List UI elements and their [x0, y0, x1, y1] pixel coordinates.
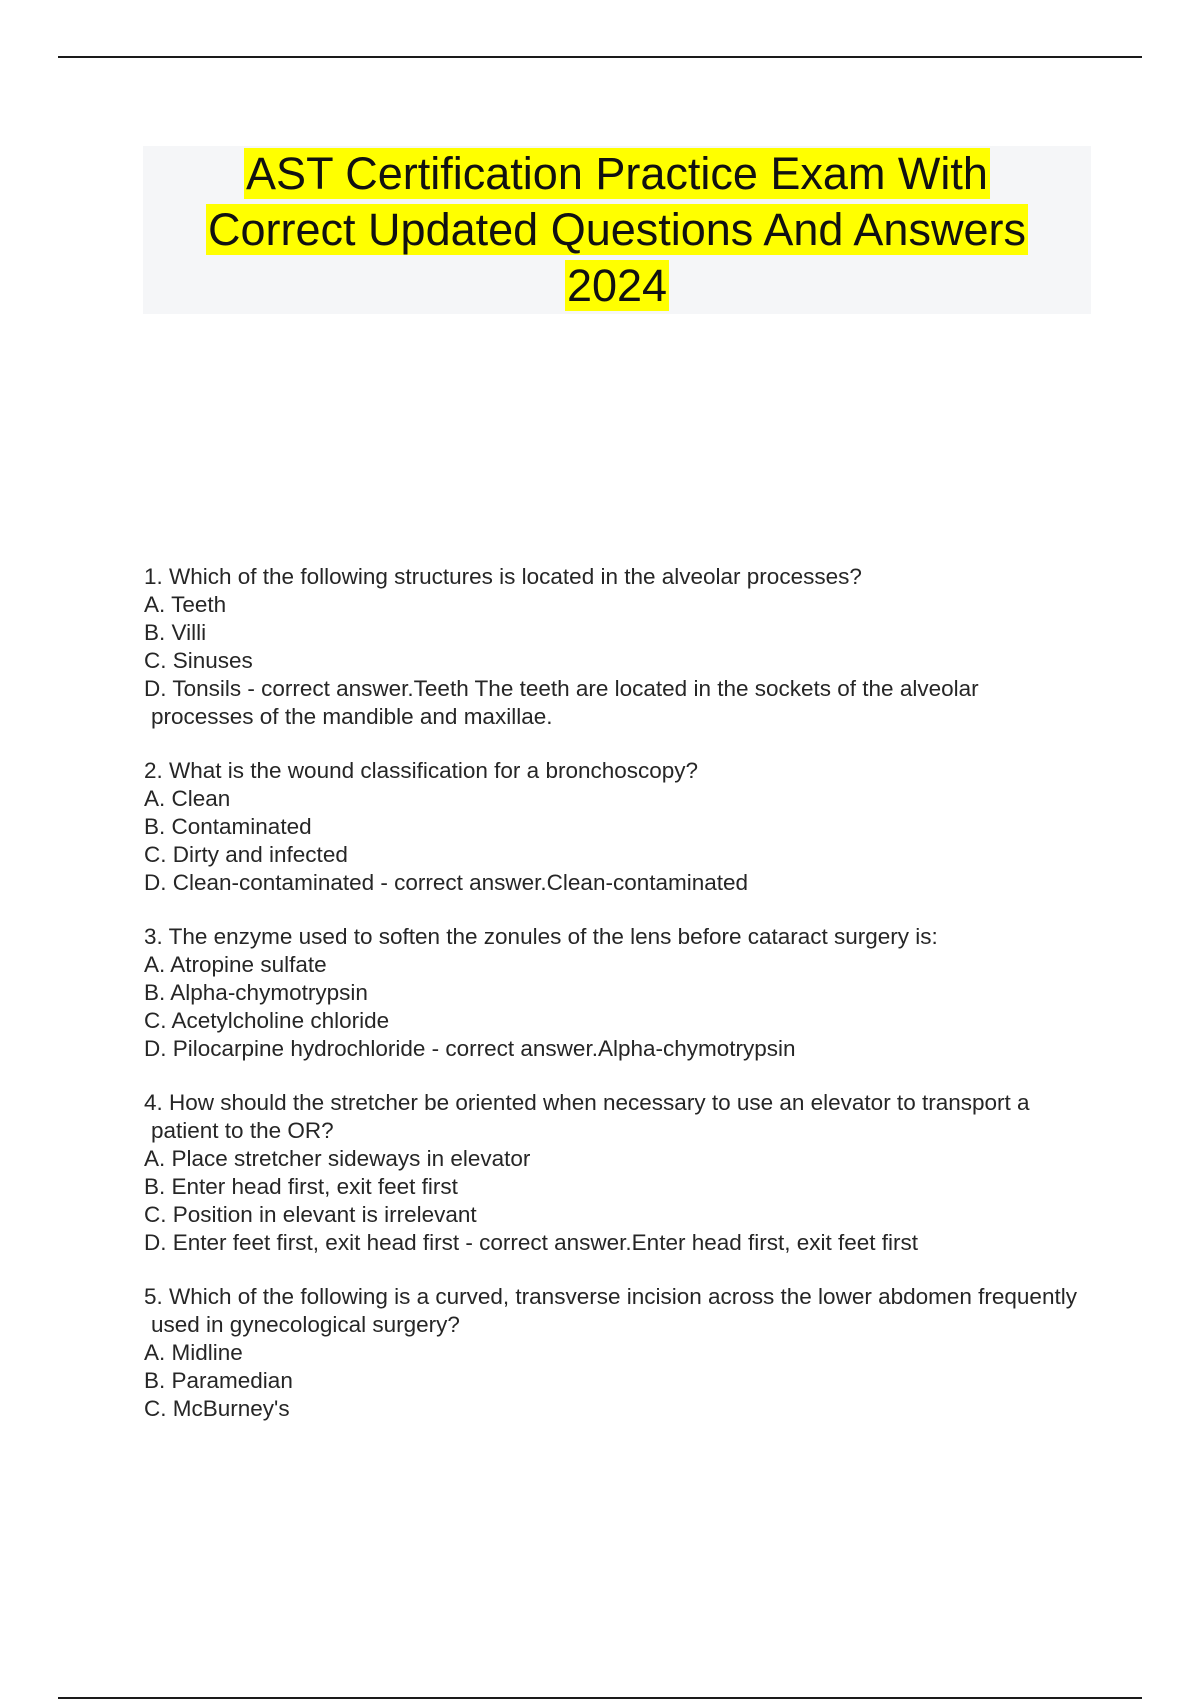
option-a: A. Teeth	[144, 592, 227, 617]
option-a: A. Midline	[144, 1340, 243, 1365]
title-line-3: 2024	[566, 260, 668, 311]
option-a: A. Place stretcher sideways in elevator	[144, 1146, 531, 1171]
question-text: 4. How should the stretcher be oriented when necessary to use an elevator to transport a patient to the OR?	[144, 1090, 1030, 1143]
question-1	[144, 563, 1084, 731]
option-a: A. Clean	[144, 786, 231, 811]
option-c: C. Position in elevant is irrelevant	[144, 1202, 477, 1227]
question-text: 1. Which of the following structures is located in the alveolar processes?	[144, 564, 862, 589]
question-5	[144, 1283, 1084, 1423]
bottom-rule	[58, 1697, 1142, 1699]
option-a: A. Atropine sulfate	[144, 952, 327, 977]
title-line-1: AST Certification Practice Exam With	[246, 148, 988, 199]
option-c: C. Sinuses	[144, 648, 253, 673]
option-c: C. Dirty and infected	[144, 842, 348, 867]
title-block	[143, 146, 1091, 314]
title-line-2: Correct Updated Questions And Answers	[208, 204, 1026, 255]
question-text: 2. What is the wound classification for a bronchoscopy?	[144, 758, 699, 783]
question-text: 3. The enzyme used to soften the zonules of the lens before cataract surgery is:	[144, 924, 938, 949]
question-2	[144, 757, 1084, 897]
option-d-answer: D. Pilocarpine hydrochloride - correct answer.Alpha-chymotrypsin	[144, 1036, 796, 1061]
option-c: C. Acetylcholine chloride	[144, 1008, 390, 1033]
option-b: B. Paramedian	[144, 1368, 293, 1393]
option-d-answer: D. Enter feet first, exit head first - correct answer.Enter head first, exit feet first	[144, 1230, 919, 1255]
question-4	[144, 1089, 1084, 1257]
question-3	[144, 923, 1084, 1063]
option-d-answer: D. Clean-contaminated - correct answer.Clean-contaminated	[144, 870, 749, 895]
option-c: C. McBurney's	[144, 1396, 290, 1421]
question-text: 5. Which of the following is a curved, transverse incision across the lower abdomen frequently used in gynecological surgery?	[144, 1284, 1077, 1337]
option-d-answer: D. Tonsils - correct answer.Teeth The teeth are located in the sockets of the alveolar processes of the mandible and maxillae.	[144, 676, 979, 729]
option-b: B. Contaminated	[144, 814, 312, 839]
question-list	[144, 563, 1084, 1449]
top-rule	[58, 56, 1142, 58]
option-b: B. Alpha-chymotrypsin	[144, 980, 368, 1005]
option-b: B. Enter head first, exit feet first	[144, 1174, 458, 1199]
option-b: B. Villi	[144, 620, 207, 645]
